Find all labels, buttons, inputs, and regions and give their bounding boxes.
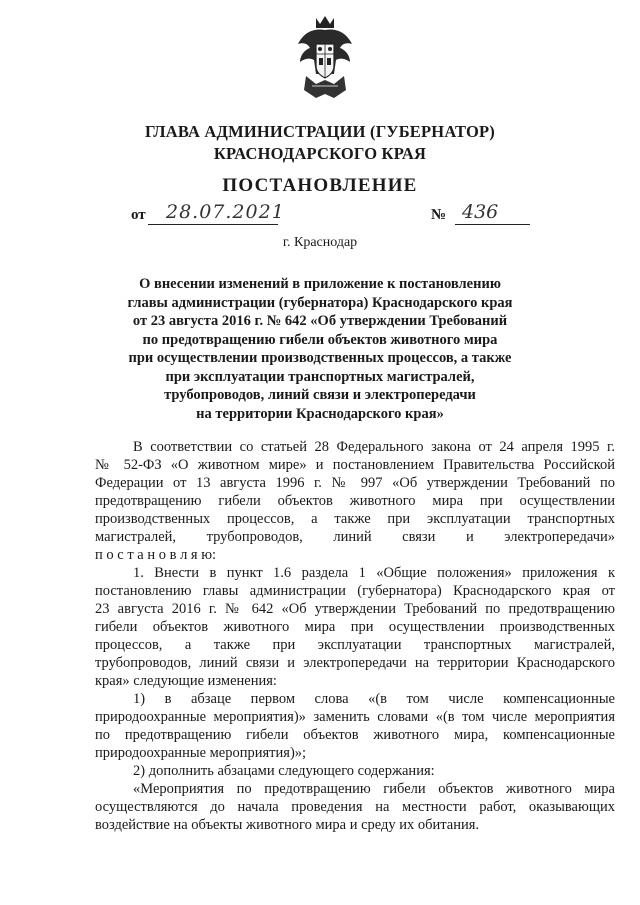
body-line: В соответствии со статьей 28 Федерального закона от 24 апреля 1995 г.	[133, 439, 615, 455]
body-line: 23 августа 2016 г. № 642 «Об утверждении Требований по предотвращению	[95, 601, 615, 617]
body-line: края» следующие изменения:	[95, 673, 277, 689]
body-line: постановлению главы администрации (губернатора) Краснодарского края от	[95, 583, 615, 599]
body-line: предотвращению гибели объектов животного мира при осуществлении	[95, 493, 615, 509]
title-line: при эксплуатации транспортных магистралей,	[165, 368, 475, 385]
date-handwritten: 28.07.2021	[166, 201, 285, 223]
number-underline	[455, 224, 530, 225]
title-line: по предотвращению гибели объектов животного мира	[142, 331, 498, 348]
body-line: 1) в абзаце первом слова «(в том числе компенсационные	[133, 691, 615, 707]
document-type-heading: ПОСТАНОВЛЕНИЕ	[222, 175, 418, 196]
body-line: осуществляются до начала проведения на местности работ, оказывающих	[95, 799, 615, 815]
body-line: трубопроводов, линий связи и электропередачи на территории Краснодарского	[95, 655, 615, 671]
body-line: производственных процессов, а также при эксплуатации транспортных	[95, 511, 615, 527]
body-line: 2) дополнить абзацами следующего содержания:	[133, 763, 435, 779]
body-line: воздействие на объекты животного мира и среду их обитания.	[95, 817, 480, 833]
number-handwritten: 436	[462, 201, 499, 223]
body-line: гибели объектов животного мира при осуществлении производственных	[95, 619, 615, 635]
issuing-authority-line2: КРАСНОДАРСКОГО КРАЯ	[213, 144, 427, 163]
title-line: О внесении изменений в приложение к постановлению	[139, 276, 501, 292]
title-line: при осуществлении производственных процессов, а также	[128, 350, 512, 366]
coat-of-arms-emblem	[294, 14, 356, 102]
body-line: «Мероприятия по предотвращению гибели объектов животного мира	[133, 781, 615, 797]
issuing-authority-line1: ГЛАВА АДМИНИСТРАЦИИ (ГУБЕРНАТОР)	[145, 122, 495, 141]
title-line: главы администрации (губернатора) Краснодарского края	[127, 294, 513, 311]
city-line: г. Краснодар	[282, 235, 358, 250]
body-line: № 52-ФЗ «О животном мире» и постановлением Правительства Российской	[95, 457, 615, 473]
body-line: природоохранные мероприятия)» заменить словами «(в том числе мероприятия	[95, 709, 615, 725]
title-line: на территории Краснодарского края»	[196, 405, 444, 422]
body-line: п о с т а н о в л я ю:	[95, 547, 217, 563]
body-line: природоохранные мероприятия)»;	[95, 745, 307, 761]
body-line: магистралей, трубопроводов, линий связи и электропередачи»	[95, 529, 615, 545]
date-underline	[148, 224, 278, 225]
body-line: Федерации от 13 августа 1996 г. № 997 «Об утверждении Требований по	[95, 475, 615, 491]
title-line: трубопроводов, линий связи и электропередачи	[164, 387, 476, 403]
body-line: 1. Внести в пункт 1.6 раздела 1 «Общие положения» приложения к	[133, 565, 615, 581]
document-title	[60, 275, 580, 423]
date-label: от	[131, 207, 146, 223]
body-line: по предотвращению гибели объектов животного мира, компенсационные	[95, 727, 615, 743]
title-line: от 23 августа 2016 г. № 642 «Об утверждении Требований	[132, 313, 508, 329]
body-line: процессов, а также при эксплуатации транспортных магистралей,	[95, 637, 615, 653]
number-label: №	[431, 207, 447, 223]
